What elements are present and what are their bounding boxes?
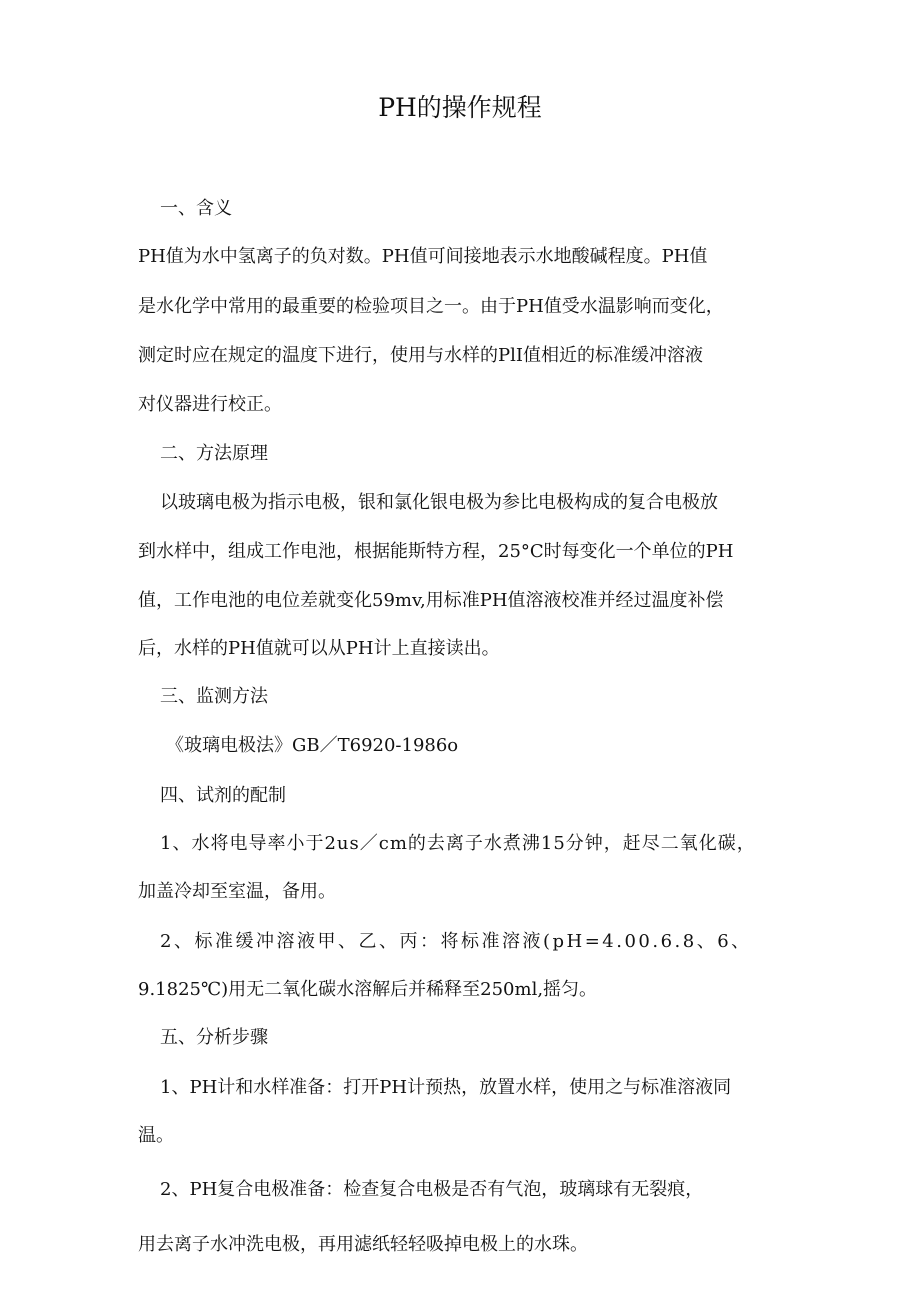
paragraph-line: 到水样中，组成工作电池，根据能斯特方程，25°C时每变化一个单位的PH [138, 541, 734, 562]
section-heading-method: 三、监测方法 [160, 686, 268, 707]
paragraph-line: 后，水样的PH值就可以从PH计上直接读出。 [138, 638, 500, 659]
paragraph-line: 是水化学中常用的最重要的检验项目之一。由于PH值受水温影响而变化， [138, 296, 724, 317]
paragraph-line: 1、水将电导率小于2us／cm的去离子水煮沸15分钟，赶尽二氧化碳， [160, 833, 756, 854]
section-heading-steps: 五、分析步骤 [160, 1027, 268, 1048]
paragraph-line: 2、PH复合电极准备：检查复合电极是否有气泡，玻璃球有无裂痕， [160, 1179, 704, 1200]
paragraph-line: 温。 [138, 1125, 174, 1146]
paragraph-line: 值，工作电池的电位差就变化59mv,用标准PH值溶液校准并经过温度补偿 [138, 590, 724, 611]
paragraph-line: 9.1825℃)用无二氧化碳水溶解后并稀释至250ml,摇匀。 [138, 979, 598, 1000]
paragraph-line: 对仪器进行校正。 [138, 394, 282, 415]
paragraph-line: PH值为水中氢离子的负对数。PH值可间接地表示水地酸碱程度。PH值 [138, 246, 708, 267]
paragraph-line: 加盖冷却至室温，备用。 [138, 881, 336, 902]
paragraph-line: 测定时应在规定的温度下进行，使用与水样的PlI值相近的标准缓冲溶液 [138, 345, 703, 366]
paragraph-line: 1、PH计和水样准备：打开PH计预热，放置水样，使用之与标准溶液同 [160, 1077, 732, 1098]
paragraph-line: 《玻璃电极法》GB／T6920-1986o [166, 735, 459, 756]
paragraph-line: 用去离子水冲洗电极，再用滤纸轻轻吸掉电极上的水珠。 [138, 1234, 588, 1255]
paragraph-line: 2、标准缓冲溶液甲、乙、丙：将标准溶液(pH=4.00.6.8、6、 [160, 931, 752, 952]
section-heading-meaning: 一、含义 [160, 198, 232, 219]
document-title: PH的操作规程 [378, 93, 542, 122]
section-heading-reagents: 四、试剂的配制 [160, 785, 286, 806]
paragraph-line: 以玻璃电极为指示电极，银和氯化银电极为参比电极构成的复合电极放 [160, 492, 718, 513]
section-heading-principle: 二、方法原理 [160, 443, 268, 464]
